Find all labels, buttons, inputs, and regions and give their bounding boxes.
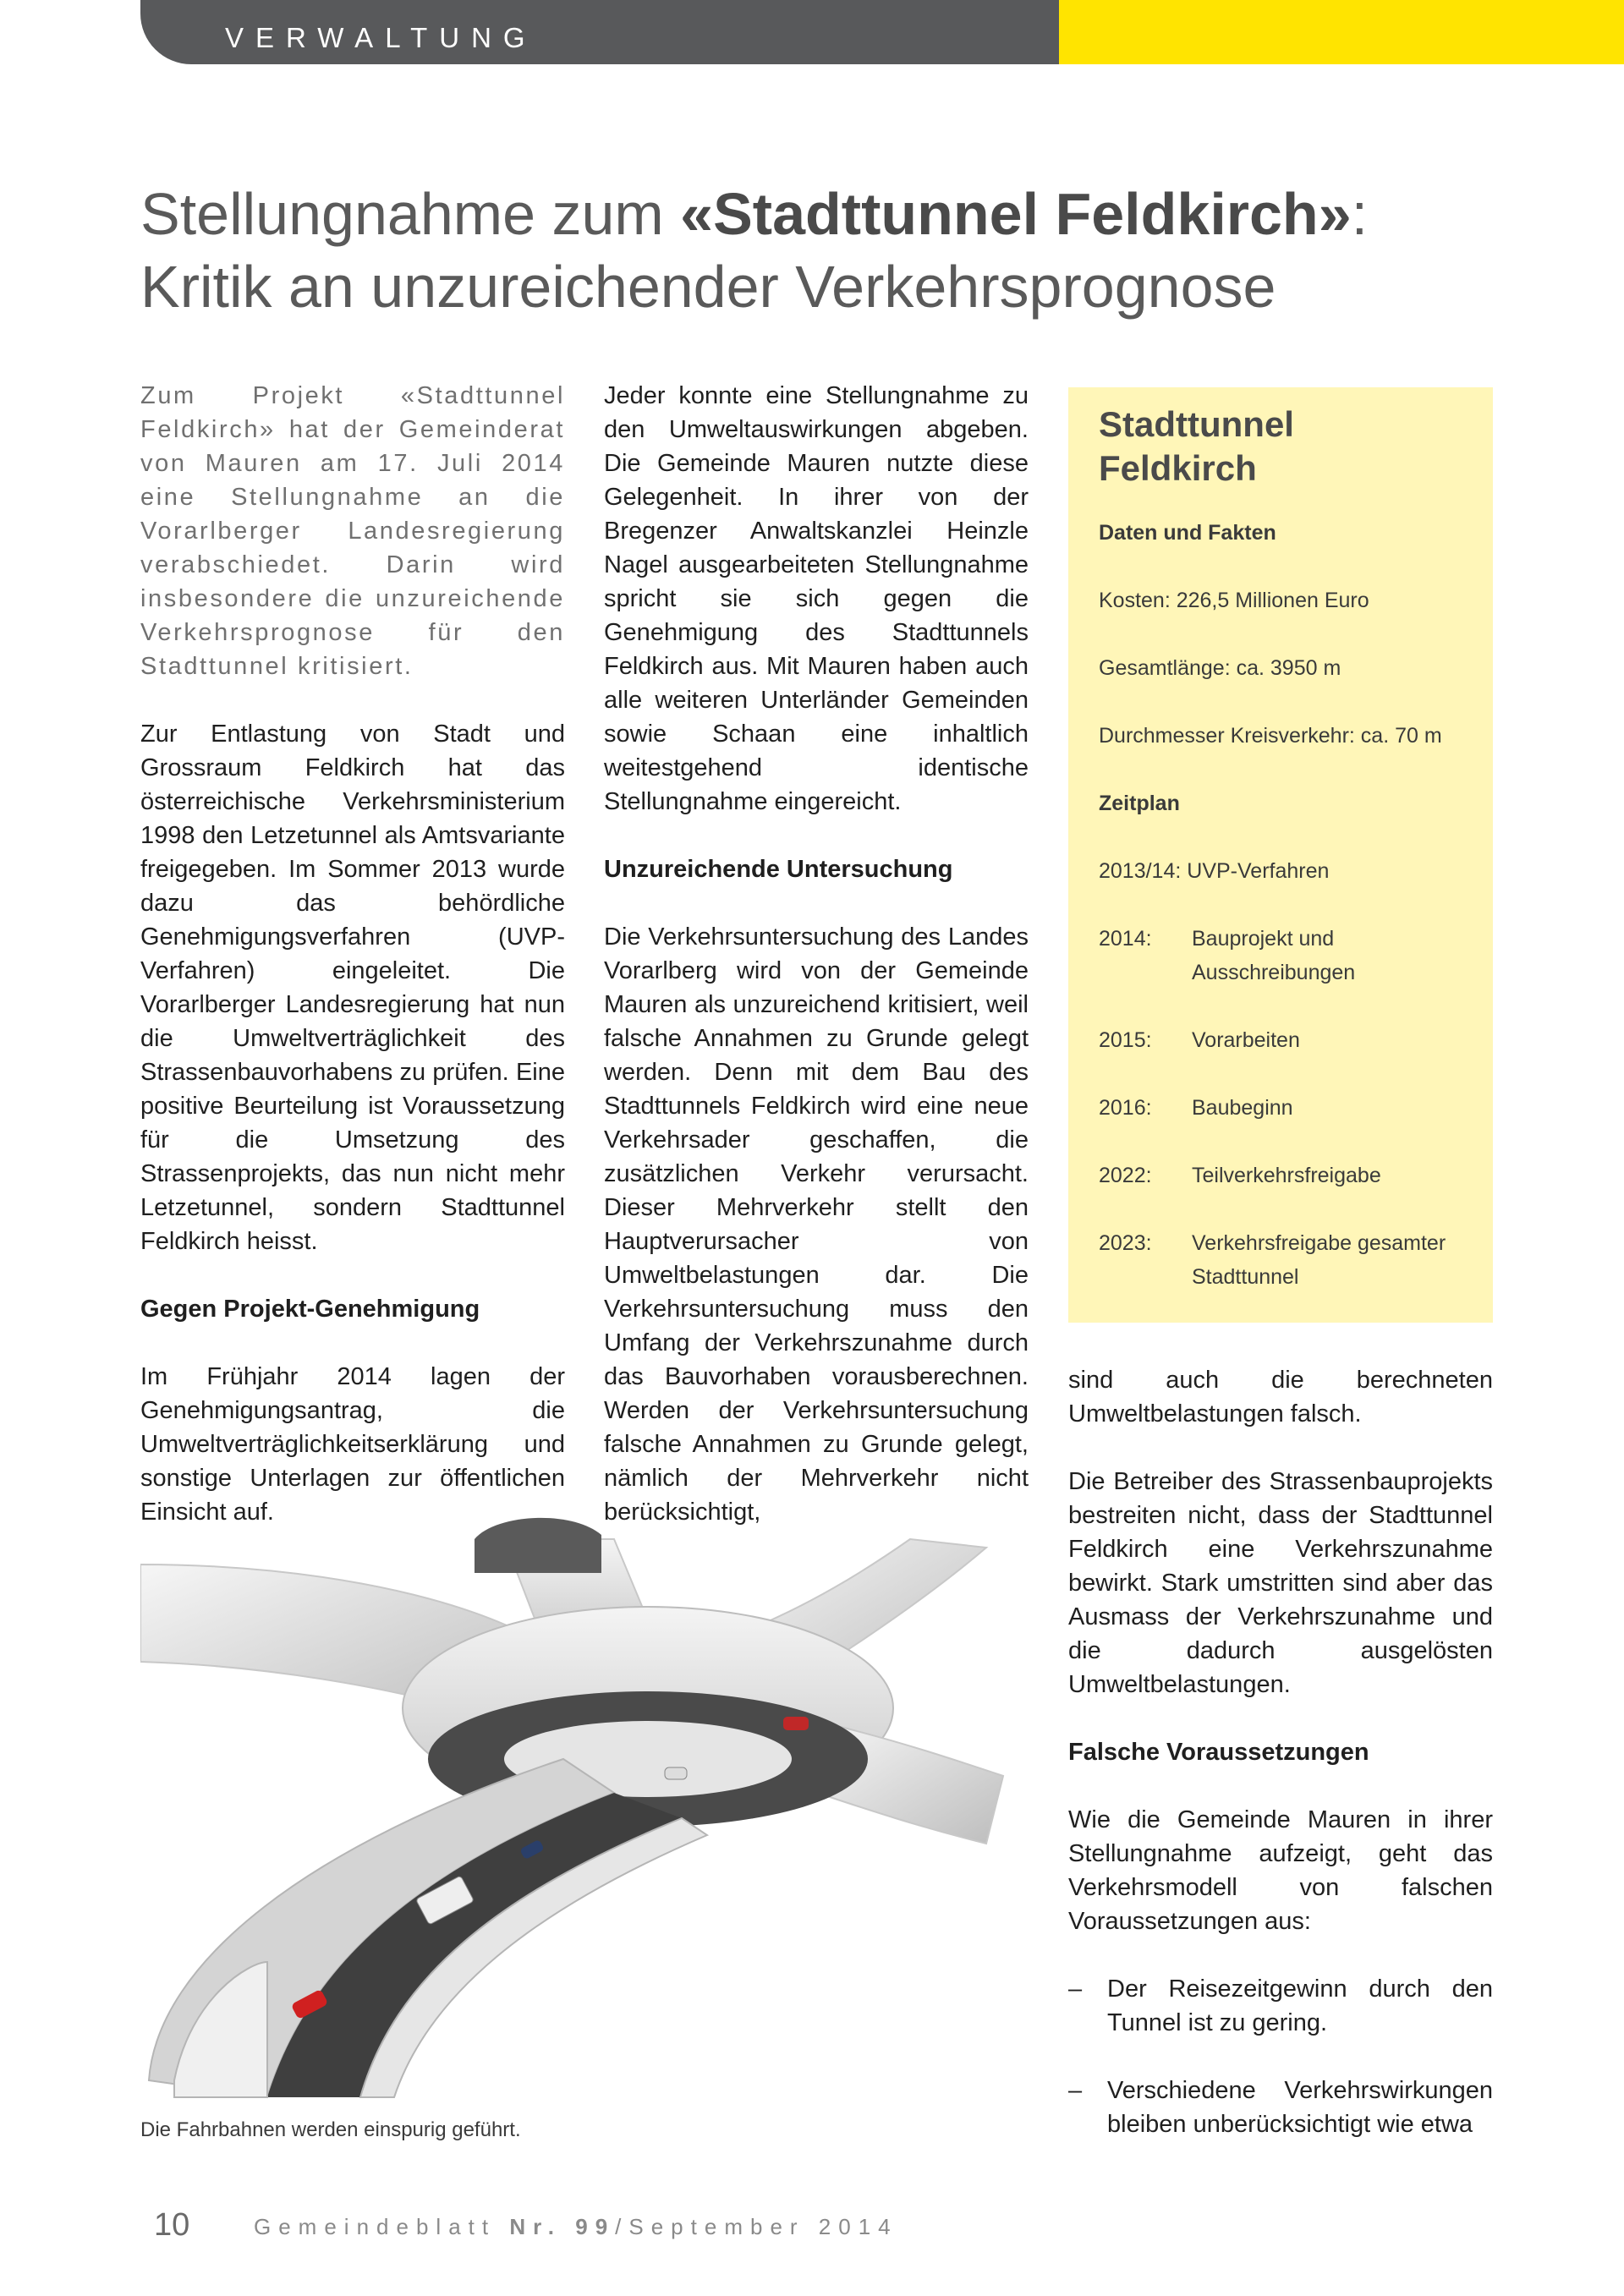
issue-date: /September 2014 <box>615 2214 898 2239</box>
title-part2: : <box>1351 181 1369 247</box>
page-number: 10 <box>154 2207 190 2243</box>
fact-item: Durchmesser Kreisverkehr: ca. 70 m <box>1099 724 1442 748</box>
schedule-year: 2016: <box>1099 1096 1152 1120</box>
schedule-text: Verkehrsfreigabe gesamter Stadttunnel <box>1192 1231 1446 1289</box>
list-item <box>1068 2074 1493 2141</box>
schedule-item <box>1099 1091 1462 1125</box>
column-1 <box>140 379 565 1563</box>
fact-box-title <box>1099 403 1462 490</box>
schedule-year: 2015: <box>1099 1028 1152 1052</box>
subheading: Unzureichende Untersuchung <box>604 856 953 883</box>
image-caption: Die Fahrbahnen werden einspurig geführt. <box>140 2118 521 2141</box>
schedule-item <box>1099 1023 1462 1057</box>
fact-box-title-line1: Stadttunnel <box>1099 404 1294 444</box>
column-2 <box>604 379 1029 1563</box>
fact-box-title-line2: Feldkirch <box>1099 448 1257 488</box>
title-line2: Kritik an unzureichender Verkehrsprognose <box>140 254 1276 320</box>
schedule-item <box>1099 922 1462 989</box>
dash-marker: – <box>1068 2077 1083 2104</box>
schedule-text: Teilverkehrsfreigabe <box>1192 1164 1381 1187</box>
schedule-item <box>1099 1226 1462 1294</box>
fact-item: Kosten: 226,5 Millionen Euro <box>1099 589 1369 612</box>
header-accent-bar <box>1059 0 1624 64</box>
paragraph: Jeder konnte eine Stellungnahme zu den Umweltauswirkungen abgeben. Die Gemeinde Mauren nutzte diese Gelegenheit. In ihrer von der Bregenzer Anwaltskanzlei Heinzle Nagel ausgearbeiteten Stellungnahme spricht sie sich gegen die Genehmigung des Stadttunnels Feldkirch aus. Mit Mauren haben auch alle weiteren Unterländer Gemeinden sowie Schaan eine inhaltlich weitestgehend identische Stellungnahme eingereicht. <box>604 382 1029 815</box>
schedule-year: 2014: <box>1099 927 1152 951</box>
paragraph: Wie die Gemeinde Mauren in ihrer Stellungnahme aufzeigt, geht das Verkehrsmodell von falschen Voraussetzungen aus: <box>1068 1806 1493 1935</box>
publication-line <box>254 2214 898 2240</box>
fact-box <box>1068 387 1493 1323</box>
schedule-text: Baubeginn <box>1192 1096 1293 1120</box>
paragraph: sind auch die berechneten Umweltbelastungen falsch. <box>1068 1367 1493 1427</box>
subheading: Gegen Projekt-Genehmigung <box>140 1296 480 1323</box>
section-tab <box>140 0 1059 64</box>
column-3 <box>1068 1363 1493 2175</box>
list-item-text: Verschiedene Verkehrswirkungen bleiben unberücksichtigt wie etwa <box>1107 2077 1493 2138</box>
publication-name: Gemeindeblatt <box>254 2214 510 2239</box>
article-title <box>140 178 1409 323</box>
schedule-item <box>1099 1159 1462 1192</box>
list-item <box>1068 1972 1493 2040</box>
title-part1: Stellungnahme zum <box>140 181 681 247</box>
fact-box-subheading: Zeitplan <box>1099 792 1180 815</box>
dash-marker: – <box>1068 1975 1083 2003</box>
paragraph: Im Frühjahr 2014 lagen der Genehmigungsantrag, die Umweltverträglichkeitserklärung und sonstige Unterlagen zur öffentlichen Einsicht auf. <box>140 1363 565 1526</box>
paragraph: Zur Entlastung von Stadt und Grossraum Feldkirch hat das österreichische Verkehrsministerium 1998 den Letzetunnel als Amtsvariante freigegeben. Im Sommer 2013 wurde dazu das behördliche Genehmigungsverfahren (UVP-Verfahren) eingeleitet. Die Vorarlberger Landesregierung hat nun die Umweltverträglichkeit des Strassenbauvorhabens zu prüfen. Eine positive Beurteilung ist Voraussetzung für die Umsetzung des Strassenprojekts, das nun nicht mehr Letzetunnel, sondern Stadttunnel Feldkirch heisst. <box>140 721 565 1255</box>
schedule-year: 2023: <box>1099 1231 1152 1255</box>
schedule-text: Vorarbeiten <box>1192 1028 1300 1052</box>
tunnel-illustration <box>140 1488 1029 2114</box>
issue-number: Nr. 99 <box>509 2214 616 2239</box>
subheading: Falsche Voraussetzungen <box>1068 1739 1369 1766</box>
paragraph: Die Verkehrsuntersuchung des Landes Vorarlberg wird von der Gemeinde Mauren als unzureichend kritisiert, weil falsche Annahmen zu Grunde gelegt werden. Denn mit dem Bau des Stadttunnels Feldkirch wird eine neue Verkehrsader geschaffen, die zusätzlichen Verkehr verursacht. Dieser Mehrverkehr stellt den Hauptverursacher von Umweltbelastungen dar. Die Verkehrsuntersuchung muss den Umfang der Verkehrszunahme durch das Bauvorhaben vorausberechnen. Werden der Verkehrsuntersuchung falsche Annahmen zu Grunde gelegt, nämlich der Mehrverkehr nicht berücksichtigt, <box>604 923 1029 1526</box>
intro-paragraph: Zum Projekt «Stadttunnel Feldkirch» hat der Gemeinderat von Mauren am 17. Juli 2014 eine Stellungnahme an die Vorarlberger Landesregierung verabschiedet. Darin wird insbesondere die unzureichende Verkehrsprognose für den Stadttunnel kritisiert. <box>140 382 565 680</box>
title-bold: «Stadttunnel Feldkirch» <box>680 181 1352 247</box>
paragraph: Die Betreiber des Strassenbauprojekts bestreiten nicht, dass der Stadttunnel Feldkirch eine Verkehrszunahme bewirkt. Stark umstritten sind aber das Ausmass der Verkehrszunahme und die dadurch ausgelösten Umweltbelastungen. <box>1068 1468 1493 1698</box>
schedule-text: Bauprojekt und Ausschreibungen <box>1192 927 1356 984</box>
list-item-text: Der Reisezeitgewinn durch den Tunnel ist zu gering. <box>1107 1975 1493 2036</box>
schedule-year: 2022: <box>1099 1164 1152 1187</box>
fact-item: Gesamtlänge: ca. 3950 m <box>1099 656 1341 680</box>
schedule-item: 2013/14: UVP-Verfahren <box>1099 859 1330 883</box>
fact-box-subheading: Daten und Fakten <box>1099 521 1276 545</box>
section-label: VERWALTUNG <box>225 22 537 53</box>
